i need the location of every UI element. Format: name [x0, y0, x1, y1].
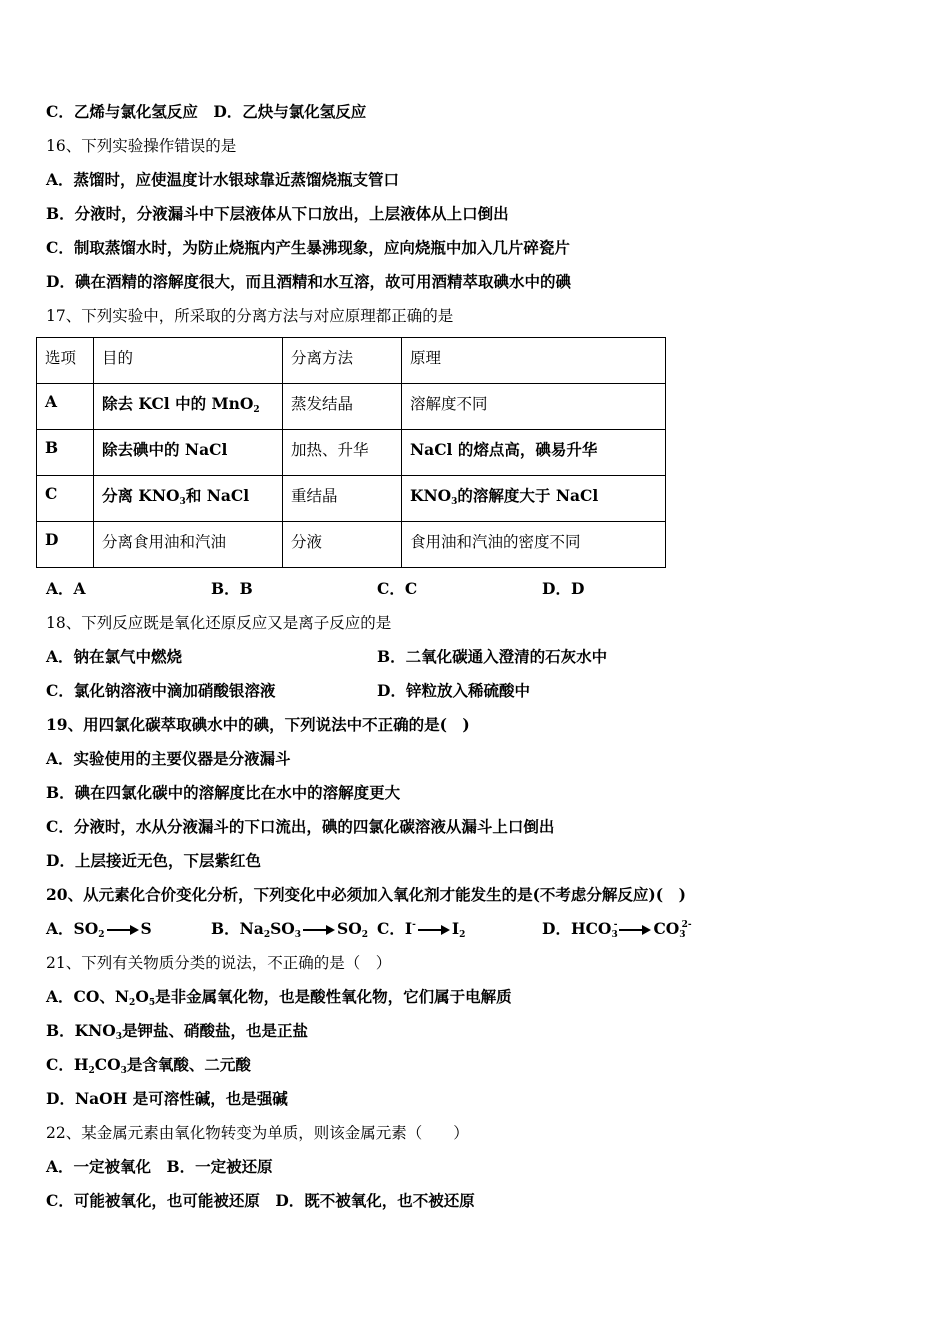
row-option: A [37, 384, 94, 430]
row-option: B [37, 430, 94, 476]
q20-stem: 20、从元素化合价变化分析，下列变化中必须加入氧化剂才能发生的是(不考虑分解反应)( ) [46, 885, 686, 904]
header-purpose: 目的 [94, 338, 283, 384]
q16-option-b: B．分液时，分液漏斗中下层液体从下口放出，上层液体从上口倒出 [46, 204, 509, 223]
reaction-arrow-icon [619, 925, 651, 935]
header-principle: 原理 [402, 338, 666, 384]
table-row [37, 476, 666, 522]
q19-option-b: B．碘在四氯化碳中的溶解度比在水中的溶解度更大 [46, 783, 401, 802]
q21-option-b: B．$KNO_3$是钾盐、硝酸盐，也是正盐 [46, 1021, 309, 1042]
q17-option-a: A．A [46, 579, 86, 598]
q21-option-a: A．CO、$N_2O_5$是非金属氧化物，也是酸性氧化物，它们属于电解质 [46, 987, 512, 1008]
q20-option-a: A．$SO_2$ S [46, 919, 152, 940]
q18-option-a: A．钠在氯气中燃烧 [46, 647, 183, 666]
q20-option-d: D．$HCO_3^-$ $CO_3^{2-}$ [542, 919, 692, 940]
q16-option-d: D．碘在酒精的溶解度很大，而且酒精和水互溶，故可用酒精萃取碘水中的碘 [46, 272, 571, 291]
q17-table [36, 337, 666, 568]
table-row [37, 430, 666, 476]
q19-option-d: D．上层接近无色，下层紫红色 [46, 851, 261, 870]
q21-option-c: C．$H_2CO_3$是含氧酸、二元酸 [46, 1055, 251, 1076]
q17-option-b: B．B [211, 579, 253, 598]
table-header-row [37, 338, 666, 384]
q17-stem: 17、下列实验中，所采取的分离方法与对应原理都正确的是 [46, 307, 454, 325]
row-purpose: 分离 $KNO_3$和 NaCl [94, 476, 283, 522]
row-method: 分液 [283, 522, 402, 568]
row-method: 蒸发结晶 [283, 384, 402, 430]
table-row [37, 522, 666, 568]
q17-option-c: C．C [377, 579, 418, 598]
q20-option-b: B．$Na_2SO_3$ $SO_2$ [211, 919, 369, 940]
row-purpose: 分离食用油和汽油 [94, 522, 283, 568]
reaction-arrow-icon [107, 925, 139, 935]
q22-stem: 22、某金属元素由氧化物转变为单质，则该金属元素（ ） [46, 1124, 469, 1142]
q22-options-cd: C．可能被氧化，也可能被还原 D．既不被氧化，也不被还原 [46, 1191, 475, 1210]
q21-option-d: D．NaOH 是可溶性碱，也是强碱 [46, 1089, 288, 1108]
row-principle: 食用油和汽油的密度不同 [402, 522, 666, 568]
q18-option-b: B．二氧化碳通入澄清的石灰水中 [377, 647, 608, 666]
q18-option-d: D．锌粒放入稀硫酸中 [377, 681, 530, 700]
header-option: 选项 [37, 338, 94, 384]
q19-stem: 19、用四氯化碳萃取碘水中的碘，下列说法中不正确的是( ) [46, 715, 470, 734]
table-row [37, 384, 666, 430]
header-method: 分离方法 [283, 338, 402, 384]
row-principle: $KNO_3$的溶解度大于 NaCl [402, 476, 666, 522]
q16-option-c: C．制取蒸馏水时，为防止烧瓶内产生暴沸现象，应向烧瓶中加入几片碎瓷片 [46, 238, 570, 257]
row-method: 重结晶 [283, 476, 402, 522]
row-principle: NaCl 的熔点高，碘易升华 [402, 430, 666, 476]
q18-option-c: C．氯化钠溶液中滴加硝酸银溶液 [46, 681, 276, 700]
q15-options-cd: C．乙烯与氯化氢反应 D．乙炔与氯化氢反应 [46, 102, 367, 121]
row-method: 加热、升华 [283, 430, 402, 476]
q22-options-ab: A．一定被氧化 B．一定被还原 [46, 1157, 273, 1176]
q19-option-c: C．分液时，水从分液漏斗的下口流出，碘的四氯化碳溶液从漏斗上口倒出 [46, 817, 555, 836]
q21-stem: 21、下列有关物质分类的说法，不正确的是（ ） [46, 954, 392, 972]
row-purpose: 除去碘中的 NaCl [94, 430, 283, 476]
row-option: C [37, 476, 94, 522]
reaction-arrow-icon [418, 925, 450, 935]
q19-option-a: A．实验使用的主要仪器是分液漏斗 [46, 749, 291, 768]
row-purpose: 除去 KCl 中的 MnO$_2$ [94, 384, 283, 430]
row-principle: 溶解度不同 [402, 384, 666, 430]
reaction-arrow-icon [303, 925, 335, 935]
q16-option-a: A．蒸馏时，应使温度计水银球靠近蒸馏烧瓶支管口 [46, 170, 400, 189]
row-option: D [37, 522, 94, 568]
q20-option-c: C．I- $I_2$ [377, 919, 466, 940]
q18-stem: 18、下列反应既是氧化还原反应又是离子反应的是 [46, 614, 392, 632]
q17-option-d: D．D [542, 579, 585, 598]
q16-stem: 16、下列实验操作错误的是 [46, 137, 237, 155]
